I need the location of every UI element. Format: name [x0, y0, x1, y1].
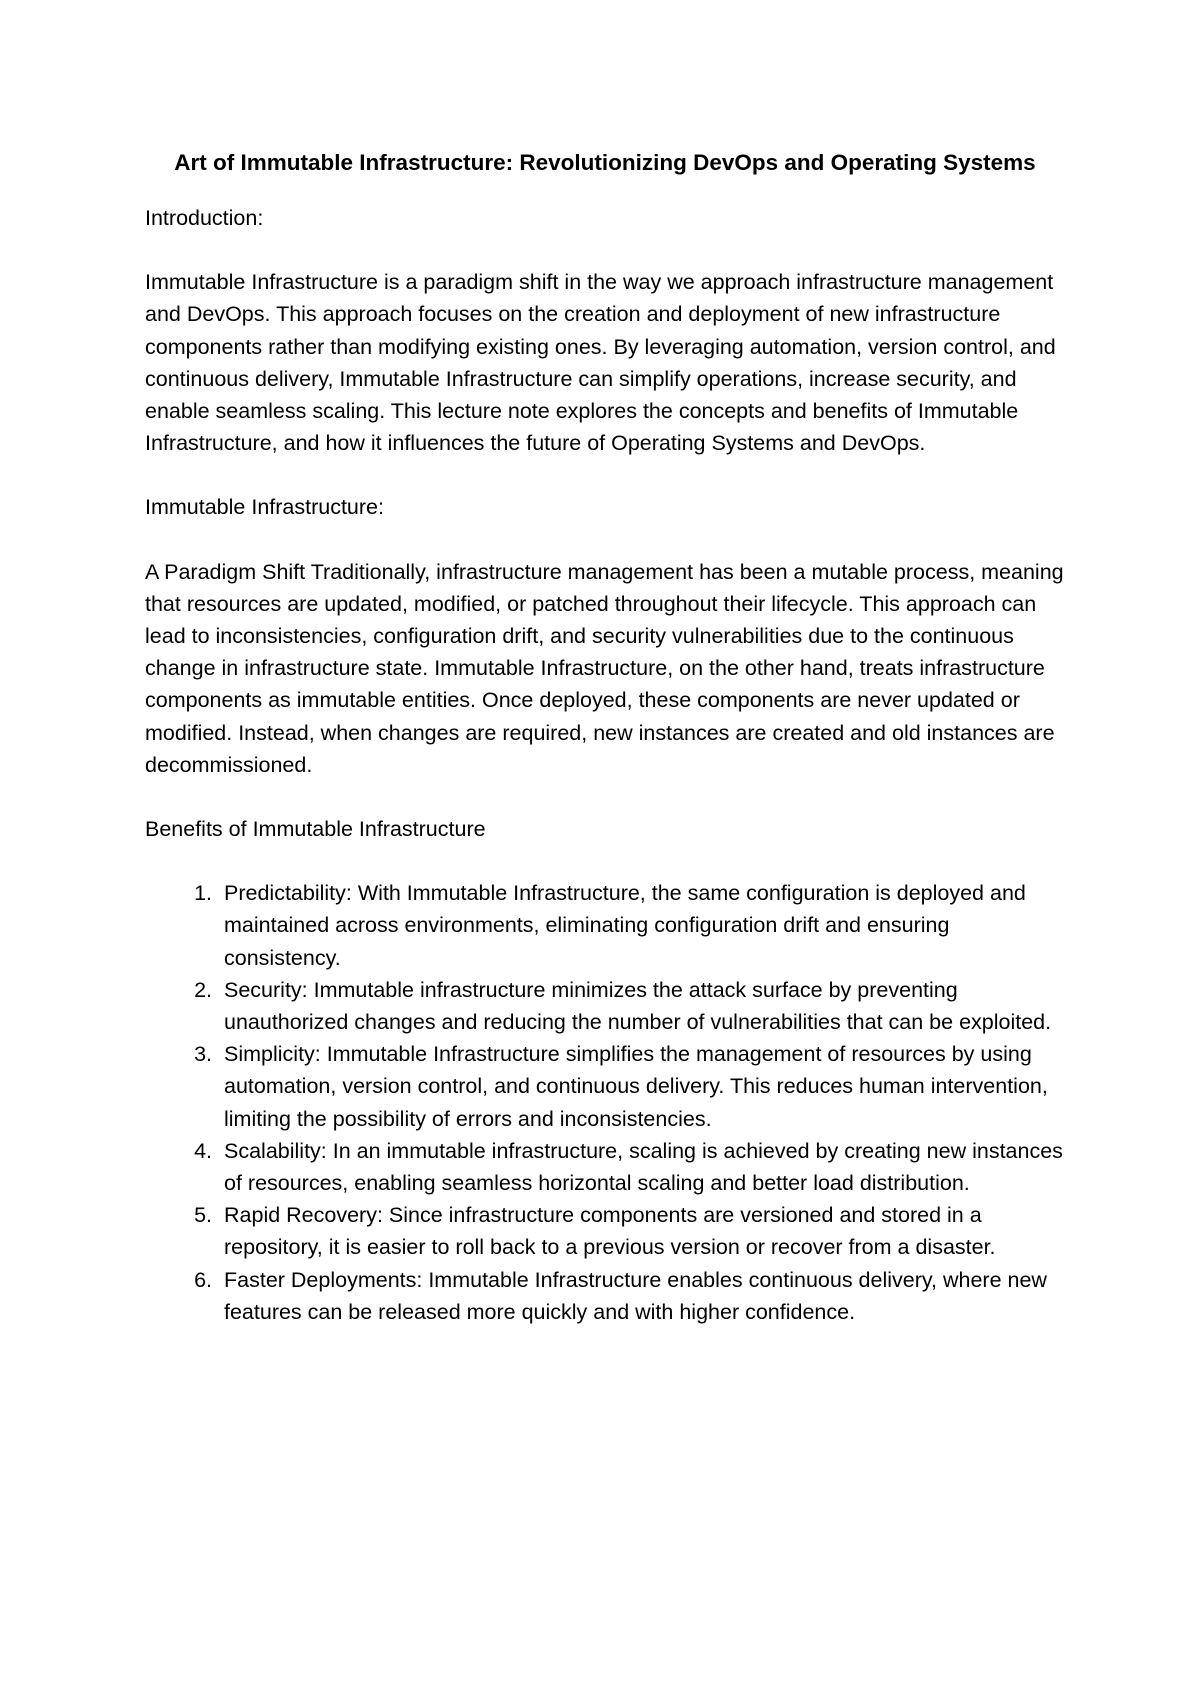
section-heading-introduction: Introduction: [145, 206, 264, 230]
benefit-item: 6. Faster Deployments: Immutable Infrastructure enables continuous delivery, where new features can be released more quickly and with higher confidence. [218, 1264, 1065, 1328]
benefit-item: 5. Rapid Recovery: Since infrastructure components are versioned and stored in a repository, it is easier to roll back to a previous version or recover from a disaster. [218, 1199, 1065, 1263]
document-body [145, 145, 1065, 1328]
benefit-item: 1. Predictability: With Immutable Infrastructure, the same configuration is deployed and maintained across environments, eliminating configuration drift and ensuring consistency. [218, 877, 1065, 974]
benefits-heading: Benefits of Immutable Infrastructure [145, 817, 486, 842]
section-heading-immutable-infrastructure: Immutable Infrastructure: [145, 495, 384, 520]
section-paragraph-introduction: Immutable Infrastructure is a paradigm shift in the way we approach infrastructure management and DevOps. This approach focuses on the creation and deployment of new infrastructure components rather than modifying existing ones. By leveraging automation, version control, and continuous delivery, Immutable Infrastructure can simplify operations, increase security, and enable seamless scaling. This lecture note explores the concepts and benefits of Immutable Infrastructure, and how it influences the future of Operating Systems and DevOps. [145, 270, 1056, 456]
document-title: Art of Immutable Infrastructure: Revolutionizing DevOps and Operating Systems [174, 150, 1036, 175]
benefit-item: 4. Scalability: In an immutable infrastructure, scaling is achieved by creating new instances of resources, enabling seamless horizontal scaling and better load distribution. [218, 1135, 1065, 1199]
section-paragraph-immutable-infrastructure: A Paradigm Shift Traditionally, infrastructure management has been a mutable process, meaning that resources are updated, modified, or patched throughout their lifecycle. This approach can lead to inconsistencies, configuration drift, and security vulnerabilities due to the continuous change in infrastructure state. Immutable Infrastructure, on the other hand, treats infrastructure components as immutable entities. Once deployed, these components are never updated or modified. Instead, when changes are required, new instances are created and old instances are decommissioned. [145, 559, 1064, 777]
benefit-item: 3. Simplicity: Immutable Infrastructure simplifies the management of resources by using automation, version control, and continuous delivery. This reduces human intervention, limiting the possibility of errors and inconsistencies. [218, 1038, 1065, 1135]
benefit-item: 2. Security: Immutable infrastructure minimizes the attack surface by preventing unauthorized changes and reducing the number of vulnerabilities that can be exploited. [218, 974, 1065, 1038]
benefits-list [145, 877, 1065, 1328]
